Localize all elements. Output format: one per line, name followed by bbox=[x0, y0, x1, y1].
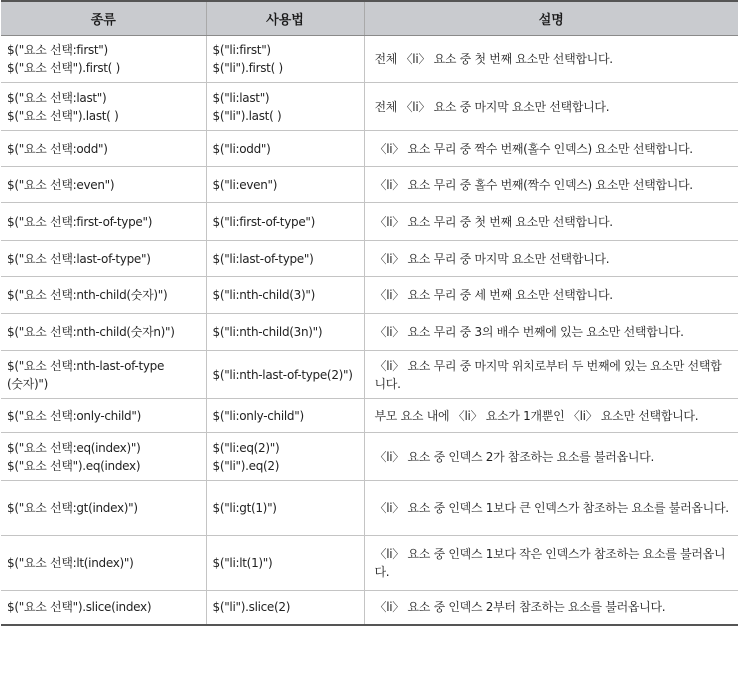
usage-line: $("li:nth-last-of-type(2)") bbox=[212, 367, 353, 382]
type-line: $("요소 선택:last") bbox=[7, 90, 107, 105]
cell-type bbox=[1, 167, 206, 203]
cell-description bbox=[364, 399, 738, 433]
cell-description bbox=[364, 591, 738, 625]
usage-line: $("li:eq(2)") bbox=[212, 440, 280, 455]
selector-reference-table bbox=[1, 0, 738, 626]
header-usage: 사용법 bbox=[206, 1, 364, 36]
cell-usage bbox=[206, 433, 364, 481]
cell-usage bbox=[206, 131, 364, 167]
table-row bbox=[1, 314, 738, 351]
cell-type bbox=[1, 314, 206, 351]
type-line: $("요소 선택:gt(index)") bbox=[7, 501, 138, 515]
table-body bbox=[1, 36, 738, 625]
cell-description bbox=[364, 241, 738, 277]
cell-usage bbox=[206, 314, 364, 351]
type-line: $("요소 선택:only-child") bbox=[7, 408, 141, 423]
table-row bbox=[1, 241, 738, 277]
usage-line: $("li:even") bbox=[212, 177, 278, 192]
cell-description bbox=[364, 83, 738, 131]
description-text: 부모 요소 내에 〈li〉 요소가 1개뿐인 〈li〉 요소만 선택합니다. bbox=[374, 408, 699, 423]
usage-line: $("li:last-of-type") bbox=[212, 251, 314, 266]
cell-description bbox=[364, 536, 738, 591]
cell-type bbox=[1, 481, 206, 536]
usage-line: $("li:only-child") bbox=[212, 408, 304, 423]
usage-line: $("li").first( ) bbox=[212, 61, 283, 75]
type-line: $("요소 선택:last-of-type") bbox=[7, 251, 151, 266]
cell-description bbox=[364, 481, 738, 536]
type-line: $("요소 선택:first-of-type") bbox=[7, 214, 153, 229]
table-row bbox=[1, 36, 738, 83]
description-text: 〈li〉 요소 중 인덱스 2가 참조하는 요소를 불러옵니다. bbox=[374, 449, 654, 464]
description-text: 〈li〉 요소 무리 중 3의 배수 번째에 있는 요소만 선택합니다. bbox=[374, 325, 684, 339]
usage-line: $("li").eq(2) bbox=[212, 458, 280, 473]
description-text: 〈li〉 요소 중 인덱스 2부터 참조하는 요소를 불러옵니다. bbox=[374, 600, 666, 615]
type-line: $("요소 선택:nth-last-of-type bbox=[7, 358, 165, 373]
table-row bbox=[1, 83, 738, 131]
cell-usage bbox=[206, 36, 364, 83]
type-line: $("요소 선택").first( ) bbox=[7, 61, 120, 75]
description-text: 〈li〉 요소 무리 중 홀수 번째(짝수 인덱스) 요소만 선택합니다. bbox=[374, 177, 693, 192]
cell-type bbox=[1, 203, 206, 241]
cell-usage bbox=[206, 203, 364, 241]
usage-line: $("li:first") bbox=[212, 43, 271, 57]
header-type: 종류 bbox=[1, 1, 206, 36]
cell-type bbox=[1, 351, 206, 399]
description-text: 〈li〉 요소 중 인덱스 1보다 작은 인덱스가 참조하는 요소를 불러옵니다. bbox=[374, 547, 726, 579]
type-line: $("요소 선택:lt(index)") bbox=[7, 556, 134, 570]
cell-type bbox=[1, 399, 206, 433]
table-row bbox=[1, 131, 738, 167]
cell-type bbox=[1, 131, 206, 167]
table-row bbox=[1, 167, 738, 203]
table-row bbox=[1, 591, 738, 625]
usage-line: $("li:odd") bbox=[212, 141, 271, 156]
usage-line: $("li:first-of-type") bbox=[212, 214, 315, 229]
cell-description bbox=[364, 351, 738, 399]
cell-type bbox=[1, 36, 206, 83]
cell-usage bbox=[206, 167, 364, 203]
table-row bbox=[1, 433, 738, 481]
type-line: $("요소 선택:nth-child(숫자n)") bbox=[7, 325, 175, 339]
table-row bbox=[1, 536, 738, 591]
description-text: 〈li〉 요소 중 인덱스 1보다 큰 인덱스가 참조하는 요소를 불러옵니다. bbox=[374, 501, 729, 515]
description-text: 〈li〉 요소 무리 중 첫 번째 요소만 선택합니다. bbox=[374, 214, 613, 229]
cell-usage bbox=[206, 536, 364, 591]
cell-description bbox=[364, 277, 738, 314]
usage-line: $("li:nth-child(3)") bbox=[212, 288, 315, 302]
description-text: 전체 〈li〉 요소 중 마지막 요소만 선택합니다. bbox=[374, 99, 610, 114]
cell-usage bbox=[206, 241, 364, 277]
cell-description bbox=[364, 433, 738, 481]
usage-line: $("li").last( ) bbox=[212, 108, 282, 123]
cell-usage bbox=[206, 277, 364, 314]
type-line: $("요소 선택:odd") bbox=[7, 141, 108, 156]
cell-type bbox=[1, 591, 206, 625]
cell-description bbox=[364, 314, 738, 351]
usage-line: $("li:nth-child(3n)") bbox=[212, 325, 323, 339]
cell-description bbox=[364, 131, 738, 167]
table-row bbox=[1, 399, 738, 433]
cell-description bbox=[364, 36, 738, 83]
usage-line: $("li:last") bbox=[212, 90, 270, 105]
cell-type bbox=[1, 241, 206, 277]
type-line: $("요소 선택:first") bbox=[7, 43, 108, 57]
description-text: 〈li〉 요소 무리 중 짝수 번째(홀수 인덱스) 요소만 선택합니다. bbox=[374, 141, 693, 156]
cell-description bbox=[364, 203, 738, 241]
description-text: 〈li〉 요소 무리 중 세 번째 요소만 선택합니다. bbox=[374, 288, 613, 302]
usage-line: $("li").slice(2) bbox=[212, 600, 291, 615]
type-line: $("요소 선택").last( ) bbox=[7, 108, 119, 123]
cell-usage bbox=[206, 591, 364, 625]
table-row bbox=[1, 277, 738, 314]
usage-line: $("li:lt(1)") bbox=[212, 556, 273, 570]
type-line: $("요소 선택:nth-child(숫자)") bbox=[7, 288, 168, 302]
table-row bbox=[1, 481, 738, 536]
cell-usage bbox=[206, 351, 364, 399]
table-row bbox=[1, 203, 738, 241]
type-line: $("요소 선택").slice(index) bbox=[7, 600, 152, 615]
cell-type bbox=[1, 433, 206, 481]
cell-usage bbox=[206, 481, 364, 536]
type-line: $("요소 선택:eq(index)") bbox=[7, 440, 141, 455]
cell-type bbox=[1, 536, 206, 591]
description-text: 전체 〈li〉 요소 중 첫 번째 요소만 선택합니다. bbox=[374, 52, 613, 66]
header-description: 설명 bbox=[364, 1, 738, 36]
table-row bbox=[1, 351, 738, 399]
cell-usage bbox=[206, 399, 364, 433]
table-header-row bbox=[1, 1, 738, 36]
type-line: (숫자)") bbox=[7, 376, 48, 391]
type-line: $("요소 선택").eq(index) bbox=[7, 458, 141, 473]
usage-line: $("li:gt(1)") bbox=[212, 501, 277, 515]
type-line: $("요소 선택:even") bbox=[7, 177, 115, 192]
cell-usage bbox=[206, 83, 364, 131]
description-text: 〈li〉 요소 무리 중 마지막 위치로부터 두 번째에 있는 요소만 선택합니다. bbox=[374, 358, 722, 391]
description-text: 〈li〉 요소 무리 중 마지막 요소만 선택합니다. bbox=[374, 251, 610, 266]
cell-type bbox=[1, 83, 206, 131]
cell-description bbox=[364, 167, 738, 203]
cell-type bbox=[1, 277, 206, 314]
